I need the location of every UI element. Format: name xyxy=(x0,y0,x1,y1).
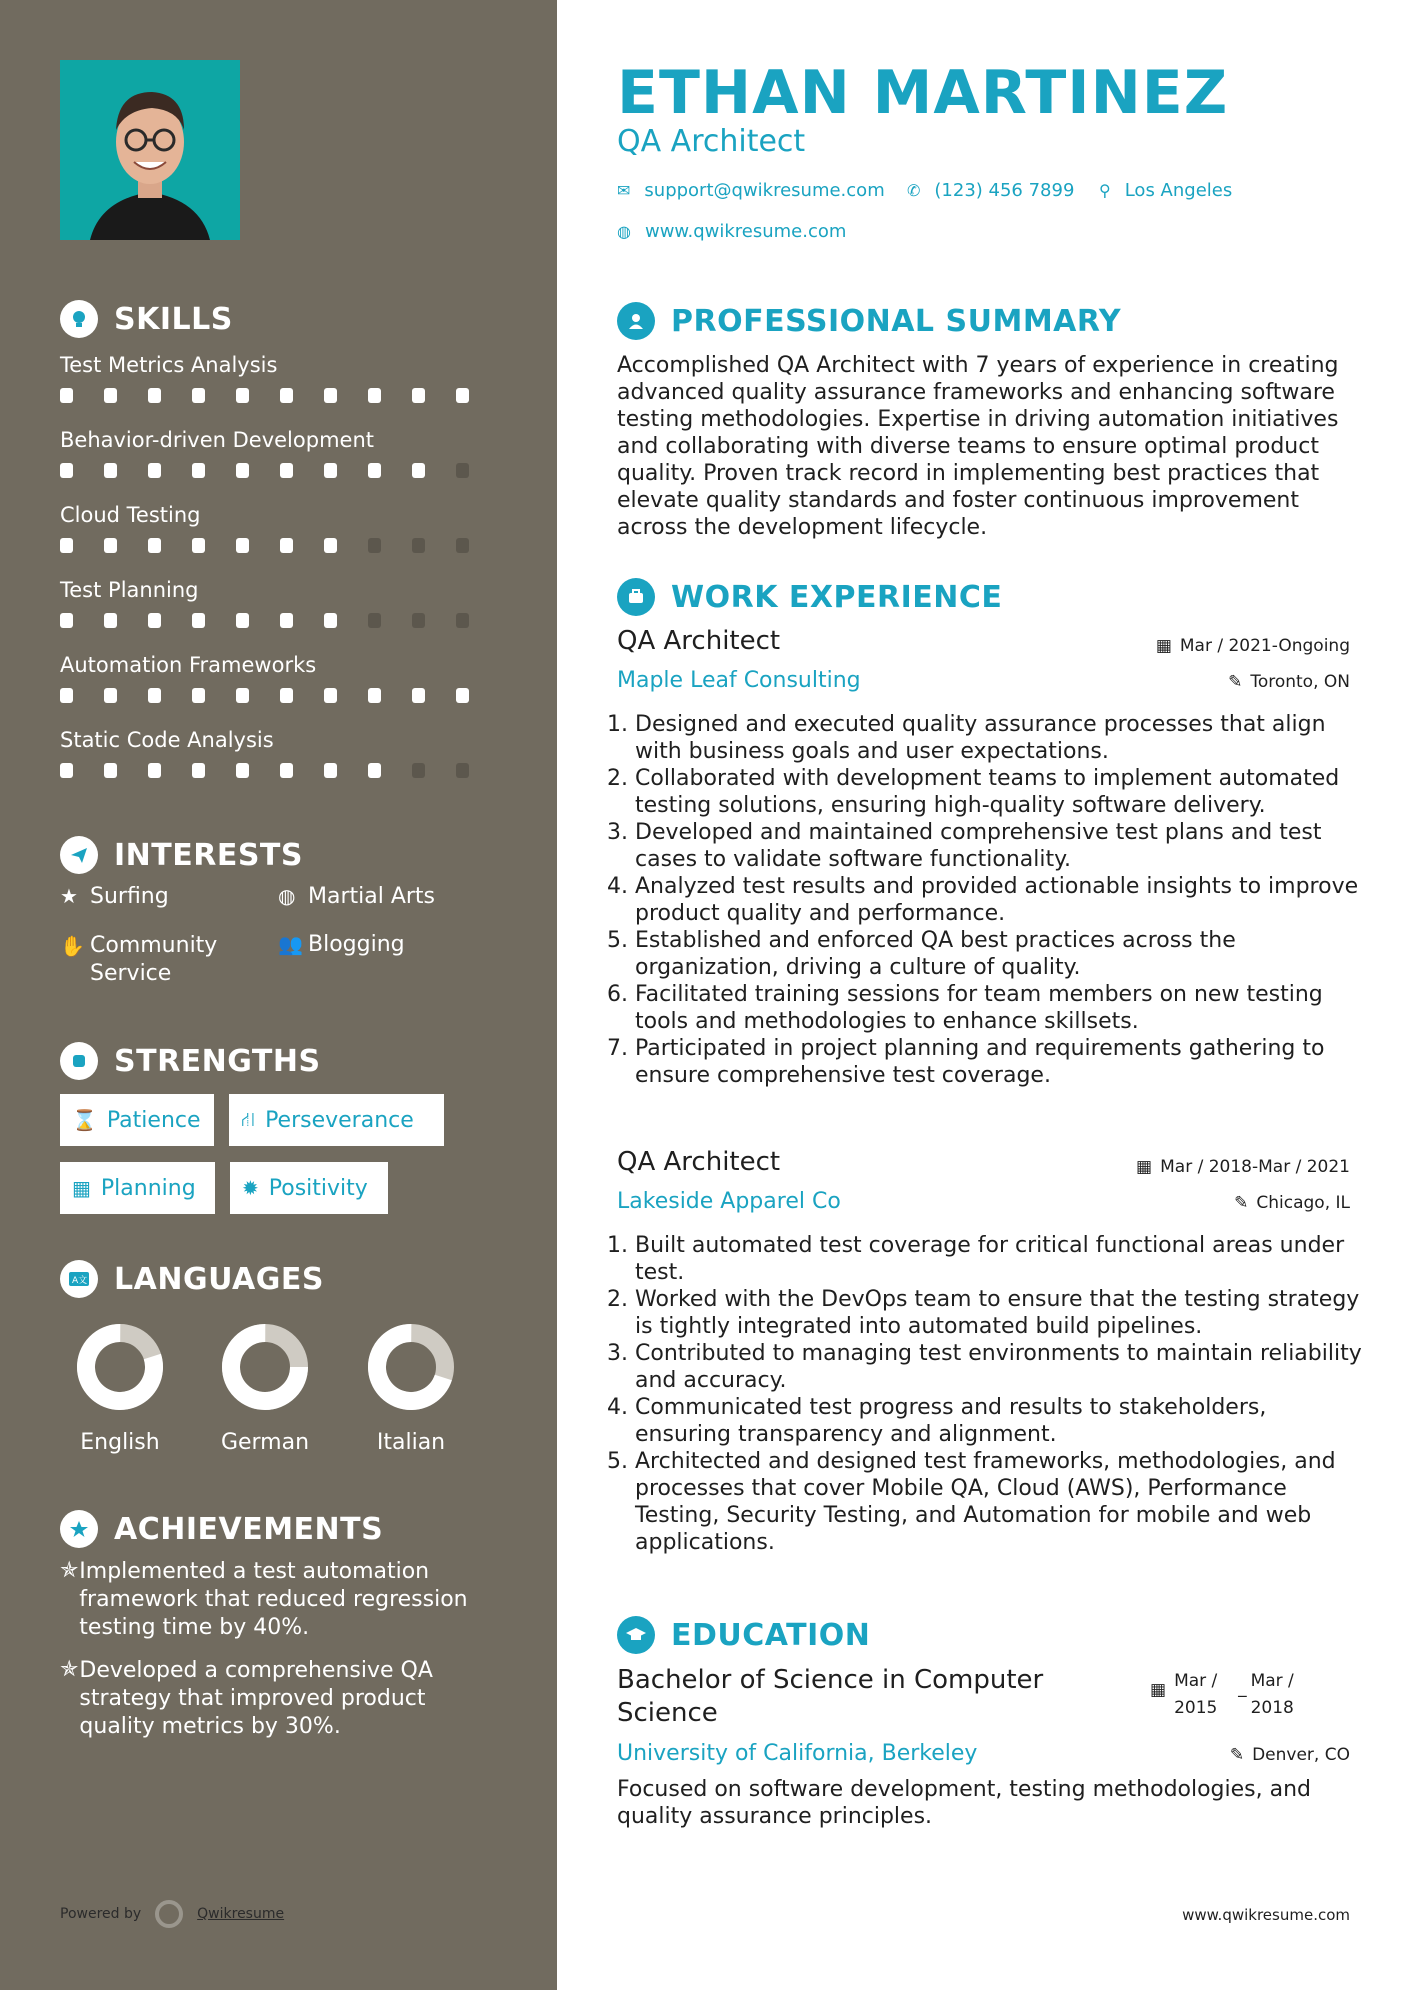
skill-dot xyxy=(104,613,117,628)
job-duty: 2. Collaborated with development teams to implement automated testing solutions, ensuring high-quality software delivery. xyxy=(635,765,1362,819)
skill-name: Cloud Testing xyxy=(60,503,201,527)
degree-title: Bachelor of Science in Computer Science xyxy=(617,1665,1044,1728)
skill-dot xyxy=(368,763,381,778)
strength-badge xyxy=(60,1162,215,1214)
skill-name: Static Code Analysis xyxy=(60,728,274,752)
envelope-icon: ✉ xyxy=(617,181,631,200)
skill-dot xyxy=(368,613,381,628)
phone-icon: ✆ xyxy=(907,181,921,200)
award-icon xyxy=(60,1510,98,1548)
job-company: Lakeside Apparel Co xyxy=(617,1189,841,1214)
skill-dot xyxy=(148,688,161,703)
skill-dot xyxy=(104,688,117,703)
job-duty: 6. Facilitated training sessions for team members on new testing tools and methodologies to enhance skillsets. xyxy=(635,981,1362,1035)
shooting-star-icon: ✯ xyxy=(60,1657,79,1682)
skill-dot xyxy=(192,463,205,478)
skill-level xyxy=(60,613,500,628)
skill-dot xyxy=(412,763,425,778)
skill-level xyxy=(60,463,500,478)
skill-item xyxy=(60,350,500,403)
skill-dot xyxy=(280,613,293,628)
skill-item xyxy=(60,500,500,553)
profile-photo xyxy=(60,60,240,240)
skill-dot xyxy=(236,613,249,628)
education-title: EDUCATION xyxy=(671,1617,871,1653)
skill-dot xyxy=(148,613,161,628)
experience-title: WORK EXPERIENCE xyxy=(671,579,1003,615)
achievement-text: Implemented a test automation framework that reduced regression testing time by 40%. xyxy=(79,1559,468,1640)
skill-dot xyxy=(104,388,117,403)
languages-title: LANGUAGES xyxy=(114,1261,324,1297)
skill-item xyxy=(60,650,500,703)
strength-label: Perseverance xyxy=(265,1107,414,1133)
interests-header xyxy=(60,836,303,874)
language-donut xyxy=(75,1322,165,1412)
strengths-header xyxy=(60,1042,321,1080)
strengths-title: STRENGTHS xyxy=(114,1043,321,1079)
job-duty: 5. Architected and designed test frameworks, methodologies, and processes that cover Mobile QA, Cloud (AWS), Performance Testing, Security Testing, and Automation for mobile and web applications. xyxy=(635,1448,1362,1556)
education-start: Mar / 2015 xyxy=(1174,1671,1218,1718)
location-text: Los Angeles xyxy=(1124,180,1233,201)
skill-name: Test Planning xyxy=(60,578,199,602)
pushpin-icon: ✎ xyxy=(1234,1193,1249,1213)
skill-dot xyxy=(60,388,73,403)
skill-dot xyxy=(280,463,293,478)
job-dates xyxy=(1156,636,1350,656)
skill-dot xyxy=(104,463,117,478)
job-location xyxy=(1228,672,1350,692)
skill-dot xyxy=(368,463,381,478)
education-date-separator: _ xyxy=(1238,1678,1247,1698)
strength-badge xyxy=(229,1094,444,1146)
skill-dot xyxy=(60,538,73,553)
candidate-role: QA Architect xyxy=(617,124,806,159)
job-duty: 2. Worked with the DevOps team to ensure that the testing strategy is tightly integrated into automated build pipelines. xyxy=(635,1286,1362,1340)
briefcase-icon xyxy=(617,578,655,616)
language-donut xyxy=(220,1322,310,1412)
education-dates xyxy=(1150,1668,1303,1722)
skill-dot xyxy=(280,388,293,403)
skill-item xyxy=(60,575,500,628)
contact-website[interactable] xyxy=(617,221,846,242)
contact-location xyxy=(1099,180,1232,201)
qwikresume-logo-icon xyxy=(155,1900,183,1928)
job-duty: 4. Analyzed test results and provided actionable insights to improve product quality and performance. xyxy=(635,873,1362,927)
interest-item xyxy=(60,884,169,909)
road-icon: ⛙ xyxy=(241,1106,256,1131)
language-label: English xyxy=(80,1430,160,1455)
skill-dot xyxy=(192,538,205,553)
skill-item xyxy=(60,425,500,478)
pushpin-icon: ✎ xyxy=(1228,672,1243,692)
footer-url[interactable]: www.qwikresume.com xyxy=(1182,1906,1350,1924)
skill-dot xyxy=(60,763,73,778)
skill-name: Test Metrics Analysis xyxy=(60,353,278,377)
skill-dot xyxy=(412,538,425,553)
skill-dot xyxy=(324,463,337,478)
interests-title: INTERESTS xyxy=(114,837,303,873)
job-duties-list xyxy=(617,1232,1362,1556)
skill-dot xyxy=(148,763,161,778)
skill-dot xyxy=(324,388,337,403)
skill-dot xyxy=(280,763,293,778)
education-header xyxy=(617,1616,870,1654)
graduation-icon xyxy=(617,1616,655,1654)
skill-dot xyxy=(412,688,425,703)
skill-dot xyxy=(104,538,117,553)
contact-phone[interactable] xyxy=(907,180,1074,201)
job-duty: 4. Communicated test progress and results to stakeholders, ensuring transparency and alignment. xyxy=(635,1394,1362,1448)
education-location xyxy=(1230,1745,1350,1765)
skill-dot xyxy=(456,463,469,478)
skill-dot xyxy=(324,688,337,703)
skill-dot xyxy=(280,538,293,553)
strength-badge xyxy=(230,1162,388,1214)
skill-dot xyxy=(60,688,73,703)
job-duty: 3. Developed and maintained comprehensive test plans and test cases to validate software functionality. xyxy=(635,819,1362,873)
hourglass-icon: ⌛ xyxy=(72,1108,97,1132)
language-label: Italian xyxy=(376,1430,446,1455)
languages-header xyxy=(60,1260,324,1298)
strength-label: Positivity xyxy=(268,1175,368,1201)
job-dates-text: Mar / 2018-Mar / 2021 xyxy=(1160,1157,1350,1177)
skills-header xyxy=(60,300,233,338)
language-icon xyxy=(60,1260,98,1298)
hand-icon: ✋ xyxy=(60,934,85,958)
job-location xyxy=(1234,1193,1350,1213)
sun-icon: ✹ xyxy=(242,1176,259,1200)
job-duties-list xyxy=(617,711,1362,1089)
skill-name: Automation Frameworks xyxy=(60,653,317,677)
main-content xyxy=(557,0,1407,1990)
skill-dot xyxy=(148,463,161,478)
skill-dot xyxy=(368,688,381,703)
globe-icon: ◍ xyxy=(617,222,631,241)
skill-dot xyxy=(236,763,249,778)
skill-item xyxy=(60,725,500,778)
skill-dot xyxy=(368,538,381,553)
job-duty: 5. Established and enforced QA best practices across the organization, driving a culture of quality. xyxy=(635,927,1362,981)
powered-by xyxy=(60,1900,284,1928)
job-duty: 1. Built automated test coverage for critical functional areas under test. xyxy=(635,1232,1362,1286)
job-duty: 7. Participated in project planning and requirements gathering to ensure comprehensive test coverage. xyxy=(635,1035,1362,1089)
achievement-text: Developed a comprehensive QA strategy that improved product quality metrics by 30%. xyxy=(79,1658,433,1739)
school-name: University of California, Berkeley xyxy=(617,1741,978,1766)
skill-dot xyxy=(236,388,249,403)
skill-dot xyxy=(456,388,469,403)
lightbulb-icon xyxy=(60,300,98,338)
language-item xyxy=(200,1322,330,1455)
skill-dot xyxy=(412,463,425,478)
interest-label: Martial Arts xyxy=(308,884,436,909)
skill-dot xyxy=(456,688,469,703)
contact-email[interactable] xyxy=(617,180,885,201)
calendar-icon: ▦ xyxy=(1150,1680,1167,1700)
education-text: Focused on software development, testing methodologies, and quality assurance principles. xyxy=(617,1777,1312,1829)
phone-text: (123) 456 7899 xyxy=(934,180,1075,201)
skill-dot xyxy=(148,538,161,553)
map-pin-icon: ⚲ xyxy=(1099,181,1111,200)
globe-icon: ◍ xyxy=(278,884,296,908)
interest-item xyxy=(278,932,405,957)
skill-dot xyxy=(412,388,425,403)
summary-header xyxy=(617,302,1121,340)
language-item xyxy=(346,1322,476,1455)
pushpin-icon: ✎ xyxy=(1229,1745,1245,1765)
sidebar xyxy=(0,0,557,1990)
user-icon xyxy=(617,302,655,340)
skill-dot xyxy=(236,688,249,703)
job-location-text: Chicago, IL xyxy=(1256,1193,1350,1213)
summary-text: Accomplished QA Architect with 7 years of experience in creating advanced quality assurance frameworks and enhancing software testing methodologies. Expertise in driving automation initiatives and collaborating with diverse teams to ensure optimal product quality. Proven track record in implementing best practices that elevate quality standards and foster continuous improvement across the development lifecycle. xyxy=(617,353,1339,540)
job-duty: 1. Designed and executed quality assurance processes that align with business goals and user expectations. xyxy=(635,711,1362,765)
calendar-icon: ▦ xyxy=(1155,636,1172,656)
job-title: QA Architect xyxy=(617,626,781,656)
job-company: Maple Leaf Consulting xyxy=(617,668,861,693)
skill-dot xyxy=(104,763,117,778)
calendar-icon: ▦ xyxy=(72,1176,91,1200)
job-duty: 3. Contributed to managing test environments to maintain reliability and accuracy. xyxy=(635,1340,1362,1394)
skill-dot xyxy=(456,763,469,778)
achievements-title: ACHIEVEMENTS xyxy=(114,1511,384,1547)
skill-level xyxy=(60,763,500,778)
strength-label: Planning xyxy=(100,1175,196,1201)
skill-dot xyxy=(236,538,249,553)
skill-dot xyxy=(192,388,205,403)
experience-header xyxy=(617,578,1002,616)
interest-label: Blogging xyxy=(308,932,405,957)
education-end: Mar / 2018 xyxy=(1250,1671,1294,1718)
interest-label: Community Service xyxy=(90,933,218,986)
interest-item xyxy=(278,884,435,909)
qwikresume-link[interactable]: Qwikresume xyxy=(197,1906,285,1922)
summary-title: PROFESSIONAL SUMMARY xyxy=(671,303,1122,339)
skill-dot xyxy=(192,613,205,628)
email-text: support@qwikresume.com xyxy=(644,180,885,201)
job-location-text: Toronto, ON xyxy=(1250,672,1350,692)
skill-dot xyxy=(280,688,293,703)
language-label: German xyxy=(220,1430,310,1455)
skill-dot xyxy=(412,613,425,628)
skill-dot xyxy=(148,388,161,403)
candidate-name: ETHAN MARTINEZ xyxy=(617,58,1229,128)
skill-level xyxy=(60,688,500,703)
skill-dot xyxy=(324,538,337,553)
skill-name: Behavior-driven Development xyxy=(60,428,374,452)
interest-item xyxy=(60,932,260,988)
powered-by-label: Powered by xyxy=(60,1906,142,1922)
avatar xyxy=(60,60,240,240)
achievements-header xyxy=(60,1510,383,1548)
star-icon: ★ xyxy=(60,884,78,908)
strength-label: Patience xyxy=(106,1107,201,1133)
skill-dot xyxy=(456,613,469,628)
skill-dot xyxy=(192,763,205,778)
skill-dot xyxy=(368,388,381,403)
users-icon: 👥 xyxy=(278,932,303,956)
shooting-star-icon: ✯ xyxy=(60,1558,79,1583)
skills-title: SKILLS xyxy=(114,301,233,337)
svg-text:A文: A文 xyxy=(72,1276,88,1286)
skill-dot xyxy=(60,613,73,628)
fist-icon xyxy=(60,1042,98,1080)
education-location-text: Denver, CO xyxy=(1252,1745,1350,1765)
skill-dot xyxy=(324,763,337,778)
strength-badge xyxy=(60,1094,214,1146)
job-title: QA Architect xyxy=(617,1147,781,1177)
skill-dot xyxy=(60,463,73,478)
skill-dot xyxy=(236,463,249,478)
interest-label: Surfing xyxy=(90,884,169,909)
achievement-item xyxy=(60,1657,500,1741)
skill-dot xyxy=(192,688,205,703)
skill-level xyxy=(60,388,500,403)
job-dates-text: Mar / 2021-Ongoing xyxy=(1179,636,1350,656)
calendar-icon: ▦ xyxy=(1136,1157,1153,1177)
language-item xyxy=(55,1322,185,1455)
skill-dot xyxy=(324,613,337,628)
website-text: www.qwikresume.com xyxy=(644,221,847,242)
skill-dot xyxy=(456,538,469,553)
skill-level xyxy=(60,538,500,553)
achievement-item xyxy=(60,1558,500,1642)
language-donut xyxy=(366,1322,456,1412)
job-dates xyxy=(1136,1157,1350,1177)
paper-plane-icon xyxy=(60,836,98,874)
